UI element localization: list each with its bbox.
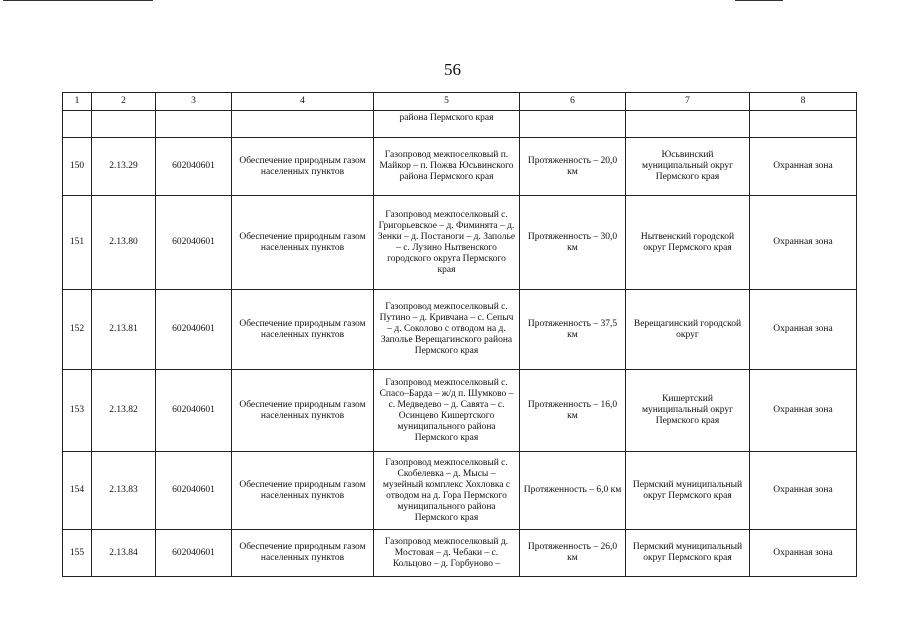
scan-edge-line-left <box>3 0 153 1</box>
object-cell: Газопровод межпоселковый с. Спасо–Барда – ж/д п. Шумково – с. Медведево – д. Савята – с. Осинцево Кишертского муниципального района Пермского края <box>374 370 520 452</box>
code-cell: 2.13.82 <box>92 370 156 452</box>
table-cell <box>750 111 857 138</box>
scan-edge-line-right <box>735 0 783 1</box>
zone-cell: Охранная зона <box>750 138 857 196</box>
table-cell <box>156 111 232 138</box>
length-cell: Протяженность – 26,0 км <box>520 530 626 577</box>
table-cell <box>232 111 374 138</box>
column-header: 3 <box>156 93 232 111</box>
column-header: 4 <box>232 93 374 111</box>
territory-cell: Пермский муниципальный округ Пермского края <box>626 452 750 530</box>
table-cell <box>626 111 750 138</box>
table-cell <box>520 111 626 138</box>
purpose-cell: Обеспечение природным газом населенных пунктов <box>232 452 374 530</box>
code-cell: 2.13.83 <box>92 452 156 530</box>
column-header: 8 <box>750 93 857 111</box>
continuation-row <box>63 111 857 138</box>
table-row <box>63 530 857 577</box>
territory-cell: Юсьвинский муниципальный округ Пермского края <box>626 138 750 196</box>
column-header: 2 <box>92 93 156 111</box>
length-cell: Протяженность – 6,0 км <box>520 452 626 530</box>
purpose-cell: Обеспечение природным газом населенных пунктов <box>232 196 374 290</box>
code-cell: 2.13.29 <box>92 138 156 196</box>
object-cell: Газопровод межпоселковый д. Мостовая – д. Чебаки – с. Кольцово – д. Горбуново – <box>374 530 520 577</box>
row-number-cell: 150 <box>63 138 92 196</box>
code-cell: 2.13.80 <box>92 196 156 290</box>
zone-cell: Охранная зона <box>750 370 857 452</box>
length-cell: Протяженность – 30,0 км <box>520 196 626 290</box>
zone-cell: Охранная зона <box>750 452 857 530</box>
zone-cell: Охранная зона <box>750 530 857 577</box>
header-row <box>63 93 857 111</box>
length-cell: Протяженность – 20,0 км <box>520 138 626 196</box>
table-row <box>63 290 857 370</box>
column-header: 6 <box>520 93 626 111</box>
continued-object-cell: района Пермского края <box>374 111 520 138</box>
object-cell: Газопровод межпоселковый с. Скобелевка – д. Мысы – музейный комплекс Хохловка с отводом на д. Гора Пермского муниципального района Пермского края <box>374 452 520 530</box>
id-cell: 602040601 <box>156 196 232 290</box>
code-cell: 2.13.81 <box>92 290 156 370</box>
id-cell: 602040601 <box>156 290 232 370</box>
territory-cell: Пермский муниципальный округ Пермского края <box>626 530 750 577</box>
row-number-cell: 154 <box>63 452 92 530</box>
id-cell: 602040601 <box>156 452 232 530</box>
column-header: 5 <box>374 93 520 111</box>
registry-table <box>62 92 857 577</box>
length-cell: Протяженность – 37,5 км <box>520 290 626 370</box>
id-cell: 602040601 <box>156 530 232 577</box>
table-row <box>63 370 857 452</box>
purpose-cell: Обеспечение природным газом населенных пунктов <box>232 290 374 370</box>
page-number: 56 <box>444 60 461 79</box>
object-cell: Газопровод межпоселковый п. Майкор – п. Пожва Юсьвинского района Пермского края <box>374 138 520 196</box>
table-cell <box>63 111 92 138</box>
table-body <box>63 93 857 577</box>
id-cell: 602040601 <box>156 138 232 196</box>
column-header: 1 <box>63 93 92 111</box>
territory-cell: Нытвенский городской округ Пермского края <box>626 196 750 290</box>
purpose-cell: Обеспечение природным газом населенных пунктов <box>232 530 374 577</box>
row-number-cell: 155 <box>63 530 92 577</box>
object-cell: Газопровод межпоселковый с. Григорьевское – д. Фиминята – д. Зенки – д. Постаноги – д. Заполье – с. Лузино Нытвенского городского округа Пермского края <box>374 196 520 290</box>
table-row <box>63 138 857 196</box>
row-number-cell: 152 <box>63 290 92 370</box>
territory-cell: Верещагинский городской округ <box>626 290 750 370</box>
table-cell <box>92 111 156 138</box>
purpose-cell: Обеспечение природным газом населенных пунктов <box>232 138 374 196</box>
code-cell: 2.13.84 <box>92 530 156 577</box>
column-header: 7 <box>626 93 750 111</box>
zone-cell: Охранная зона <box>750 196 857 290</box>
row-number-cell: 153 <box>63 370 92 452</box>
length-cell: Протяженность – 16,0 км <box>520 370 626 452</box>
row-number-cell: 151 <box>63 196 92 290</box>
table-row <box>63 196 857 290</box>
object-cell: Газопровод межпоселковый с. Путино – д. Кривчана – с. Сепыч – д. Соколово с отводом на д. Заполье Верещагинского района Пермского края <box>374 290 520 370</box>
purpose-cell: Обеспечение природным газом населенных пунктов <box>232 370 374 452</box>
id-cell: 602040601 <box>156 370 232 452</box>
territory-cell: Кишертский муниципальный округ Пермского края <box>626 370 750 452</box>
zone-cell: Охранная зона <box>750 290 857 370</box>
table-row <box>63 452 857 530</box>
